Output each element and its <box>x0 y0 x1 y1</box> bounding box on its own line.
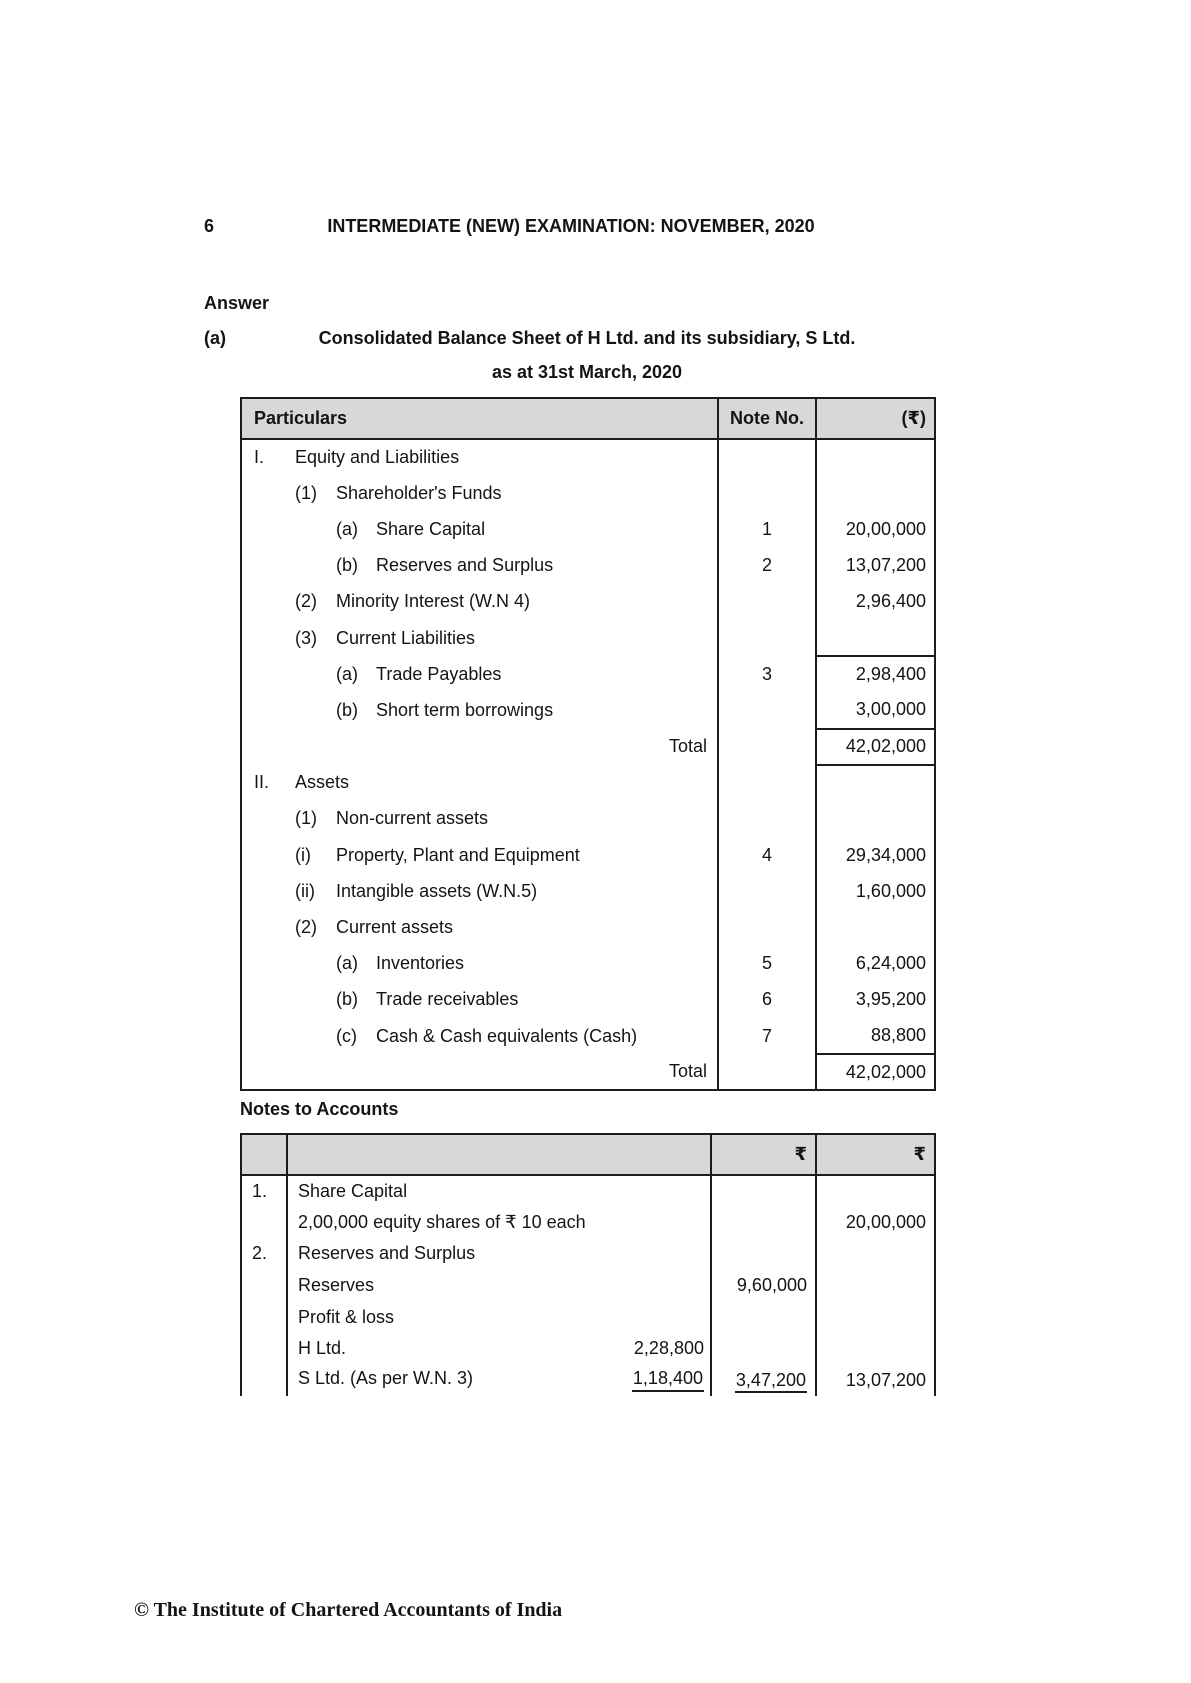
balance-sheet-row <box>241 946 935 982</box>
particulars-cell <box>241 765 718 801</box>
particulars-cell <box>241 1018 718 1054</box>
particulars-line <box>242 808 717 829</box>
note-no-cell <box>718 873 816 909</box>
balance-sheet-row <box>241 511 935 547</box>
amount-cell: 2,98,400 <box>816 656 935 692</box>
particulars-cell <box>241 946 718 982</box>
balance-sheet-row <box>241 982 935 1018</box>
total-label: Total <box>668 1061 707 1082</box>
notes-col-header-rupee-2: ₹ <box>816 1134 935 1175</box>
particulars-cell <box>241 982 718 1018</box>
particulars-line <box>242 519 717 540</box>
particulars-cell <box>241 656 718 692</box>
particulars-line <box>242 700 717 721</box>
particulars-line <box>242 917 717 938</box>
note-description-cell <box>287 1270 711 1302</box>
note-label: H Ltd. <box>298 1338 347 1359</box>
row-prefix: (2) <box>295 591 317 612</box>
particulars-cell <box>241 692 718 728</box>
note-number-cell <box>241 1270 287 1302</box>
balance-sheet-row <box>241 620 935 656</box>
row-prefix: (2) <box>295 917 317 938</box>
note-amount-cell-2 <box>816 1175 935 1207</box>
note-label: 2,00,000 equity shares of ₹ 10 each <box>298 1211 586 1232</box>
row-prefix: I. <box>254 447 265 468</box>
row-prefix: (a) <box>336 663 358 684</box>
particulars-line <box>242 447 717 468</box>
note-amount-cell-1 <box>711 1175 816 1207</box>
balance-sheet-row <box>241 765 935 801</box>
amount-cell: 42,02,000 <box>816 729 935 765</box>
note-label: Reserves and Surplus <box>298 1243 476 1264</box>
row-prefix: (b) <box>336 555 358 576</box>
balance-sheet-title: Consolidated Balance Sheet of H Ltd. and its subsidiary, S Ltd. <box>318 328 856 348</box>
row-label: Intangible assets (W.N.5) <box>336 880 538 901</box>
row-label: Current assets <box>336 917 454 938</box>
note-amount-cell-1 <box>711 1270 816 1302</box>
particulars-line <box>242 483 717 504</box>
page-number: 6 <box>204 216 215 236</box>
note-amount-cell-1 <box>711 1333 816 1365</box>
balance-sheet-row <box>241 584 935 620</box>
note-description-cell <box>287 1207 711 1239</box>
note-description-line <box>288 1212 710 1233</box>
balance-sheet-row <box>241 909 935 945</box>
row-label: Reserves and Surplus <box>376 555 554 576</box>
row-label: Minority Interest (W.N 4) <box>336 591 531 612</box>
part-label: (a) <box>204 328 226 348</box>
particulars-cell <box>241 801 718 837</box>
balance-sheet-row <box>241 656 935 692</box>
doc-header <box>0 216 1191 240</box>
row-prefix: (c) <box>336 1025 357 1046</box>
row-prefix: (a) <box>336 953 358 974</box>
amount-cell: 20,00,000 <box>816 511 935 547</box>
note-no-cell: 2 <box>718 548 816 584</box>
note-number-cell <box>241 1207 287 1239</box>
balance-sheet-body <box>241 439 935 1090</box>
note-description-cell <box>287 1333 711 1365</box>
notes-row <box>241 1175 935 1207</box>
particulars-cell <box>241 584 718 620</box>
balance-sheet-header <box>241 398 935 439</box>
note-no-cell <box>718 801 816 837</box>
note-description-line <box>288 1368 710 1392</box>
notes-col-header-rupee-1: ₹ <box>711 1134 816 1175</box>
col-header-note-no: Note No. <box>718 398 816 439</box>
amount-cell: 6,24,000 <box>816 946 935 982</box>
note-description-cell <box>287 1175 711 1207</box>
note-no-cell: 1 <box>718 511 816 547</box>
balance-sheet-row <box>241 801 935 837</box>
notes-row <box>241 1270 935 1302</box>
notes-col-header-num <box>241 1134 287 1175</box>
notes-heading: Notes to Accounts <box>240 1099 399 1119</box>
note-description-cell <box>287 1238 711 1270</box>
note-description-line <box>288 1338 710 1359</box>
row-prefix: (i) <box>295 844 311 865</box>
particulars-cell <box>241 873 718 909</box>
amount-cell: 3,00,000 <box>816 692 935 728</box>
notes-row <box>241 1238 935 1270</box>
balance-sheet-row <box>241 1054 935 1090</box>
note-number-cell: 2. <box>252 1243 268 1264</box>
row-label: Cash & Cash equivalents (Cash) <box>376 1025 638 1046</box>
row-label: Trade Payables <box>376 663 502 684</box>
note-no-cell: 3 <box>718 656 816 692</box>
note-label: S Ltd. (As per W.N. 3) <box>298 1368 474 1389</box>
note-no-cell <box>718 475 816 511</box>
notes-col-header-desc <box>287 1134 711 1175</box>
note-no-cell <box>718 1054 816 1090</box>
note-no-cell: 6 <box>718 982 816 1018</box>
notes-table <box>240 1133 936 1396</box>
note-description-cell <box>287 1365 711 1397</box>
total-label: Total <box>668 736 707 757</box>
note-amount-cell-2 <box>816 1270 935 1302</box>
balance-sheet-table <box>240 397 936 1091</box>
balance-sheet-row <box>241 548 935 584</box>
note-amount-cell-2 <box>816 1301 935 1333</box>
note-inline-amount: 2,28,800 <box>633 1338 704 1359</box>
row-prefix: (b) <box>336 699 358 720</box>
answer-label: Answer <box>204 293 270 313</box>
note-amount-cell-1 <box>711 1301 816 1333</box>
particulars-line <box>242 1026 717 1047</box>
amount-cell <box>816 801 935 837</box>
row-label: Property, Plant and Equipment <box>336 844 580 865</box>
note-description-cell <box>287 1301 711 1333</box>
doc-header-title: INTERMEDIATE (NEW) EXAMINATION: NOVEMBER, 2020 <box>327 216 815 236</box>
note-no-cell: 5 <box>718 946 816 982</box>
particulars-cell <box>241 475 718 511</box>
balance-sheet-row <box>241 692 935 728</box>
amount-cell <box>816 475 935 511</box>
note-no-cell: 7 <box>718 1018 816 1054</box>
balance-sheet-subtitle: as at 31st March, 2020 <box>491 362 683 382</box>
notes-body <box>241 1175 935 1396</box>
row-prefix: (1) <box>295 482 317 503</box>
note-no-cell <box>718 584 816 620</box>
note-number-cell <box>241 1333 287 1365</box>
particulars-line <box>242 881 717 902</box>
note-number-cell <box>241 1301 287 1333</box>
note-number-cell <box>241 1365 287 1397</box>
particulars-cell <box>241 439 718 475</box>
col-header-particulars: Particulars <box>241 398 718 439</box>
note-amount-cell-1 <box>711 1207 816 1239</box>
col-header-amount-rupee: (₹) <box>816 398 935 439</box>
balance-sheet-row <box>241 873 935 909</box>
particulars-line <box>242 989 717 1010</box>
note-label: Profit & loss <box>298 1306 395 1327</box>
notes-row <box>241 1301 935 1333</box>
note-description-line <box>288 1243 710 1264</box>
amount-cell <box>816 765 935 801</box>
amount-cell: 1,60,000 <box>816 873 935 909</box>
row-label: Equity and Liabilities <box>295 447 460 468</box>
notes-header-row <box>241 1134 935 1175</box>
row-label: Shareholder's Funds <box>336 482 502 503</box>
row-label: Share Capital <box>376 518 486 539</box>
balance-sheet-row <box>241 439 935 475</box>
notes-row <box>241 1207 935 1239</box>
particulars-cell <box>241 620 718 656</box>
note-amount-cell-2 <box>816 1238 935 1270</box>
note-amount-cell-2 <box>816 1333 935 1365</box>
note-amount-cell-1 <box>711 1238 816 1270</box>
amount-cell: 29,34,000 <box>816 837 935 873</box>
amount-cell: 2,96,400 <box>816 584 935 620</box>
row-label: Trade receivables <box>376 989 519 1010</box>
note-description-line <box>288 1307 710 1328</box>
note-description-line <box>288 1181 710 1202</box>
balance-sheet-header-row <box>241 398 935 439</box>
page-footer: © The Institute of Chartered Accountants of India <box>134 1599 563 1621</box>
particulars-cell <box>241 1054 718 1090</box>
amount-cell: 88,800 <box>816 1018 935 1054</box>
amount-cell <box>816 909 935 945</box>
note-number-cell: 1. <box>252 1180 268 1201</box>
note-amount-1: 9,60,000 <box>736 1275 807 1296</box>
amount-cell: 3,95,200 <box>816 982 935 1018</box>
balance-sheet-row <box>241 475 935 511</box>
row-prefix: (b) <box>336 989 358 1010</box>
note-amount-cell-2: 13,07,200 <box>816 1365 935 1397</box>
note-no-cell <box>718 439 816 475</box>
particulars-cell <box>241 837 718 873</box>
particulars-line <box>242 664 717 685</box>
row-label: Non-current assets <box>336 808 489 829</box>
row-label: Current Liabilities <box>336 627 476 648</box>
amount-cell <box>816 439 935 475</box>
row-label: Assets <box>295 772 350 793</box>
note-no-cell <box>718 620 816 656</box>
particulars-cell <box>241 548 718 584</box>
particulars-line <box>242 555 717 576</box>
note-no-cell <box>718 909 816 945</box>
amount-cell: 42,02,000 <box>816 1054 935 1090</box>
particulars-line <box>242 953 717 974</box>
note-amount-cell-1 <box>711 1365 816 1397</box>
note-label: Reserves <box>298 1275 375 1296</box>
particulars-cell <box>241 729 718 765</box>
amount-cell: 13,07,200 <box>816 548 935 584</box>
row-prefix: II. <box>254 772 270 793</box>
balance-sheet-row <box>241 1018 935 1054</box>
note-label: Share Capital <box>298 1180 408 1201</box>
amount-cell <box>816 620 935 656</box>
row-prefix: (1) <box>295 808 317 829</box>
note-no-cell <box>718 765 816 801</box>
row-prefix: (ii) <box>295 880 315 901</box>
row-prefix: (a) <box>336 518 358 539</box>
notes-header <box>241 1134 935 1175</box>
particulars-cell <box>241 511 718 547</box>
note-inline-amount: 1,18,400 <box>632 1368 704 1392</box>
note-amount-1: 3,47,200 <box>735 1370 807 1393</box>
particulars-line <box>242 845 717 866</box>
note-amount-cell-2: 20,00,000 <box>816 1207 935 1239</box>
particulars-line <box>242 591 717 612</box>
note-description-line <box>288 1275 710 1296</box>
note-no-cell <box>718 692 816 728</box>
row-prefix: (3) <box>295 627 317 648</box>
particulars-line <box>242 628 717 649</box>
notes-row <box>241 1333 935 1365</box>
notes-row <box>241 1365 935 1397</box>
particulars-cell <box>241 909 718 945</box>
particulars-line <box>242 772 717 793</box>
row-label: Short term borrowings <box>376 699 554 720</box>
note-no-cell <box>718 729 816 765</box>
balance-sheet-row <box>241 837 935 873</box>
row-label: Inventories <box>376 953 465 974</box>
note-no-cell: 4 <box>718 837 816 873</box>
balance-sheet-row <box>241 729 935 765</box>
